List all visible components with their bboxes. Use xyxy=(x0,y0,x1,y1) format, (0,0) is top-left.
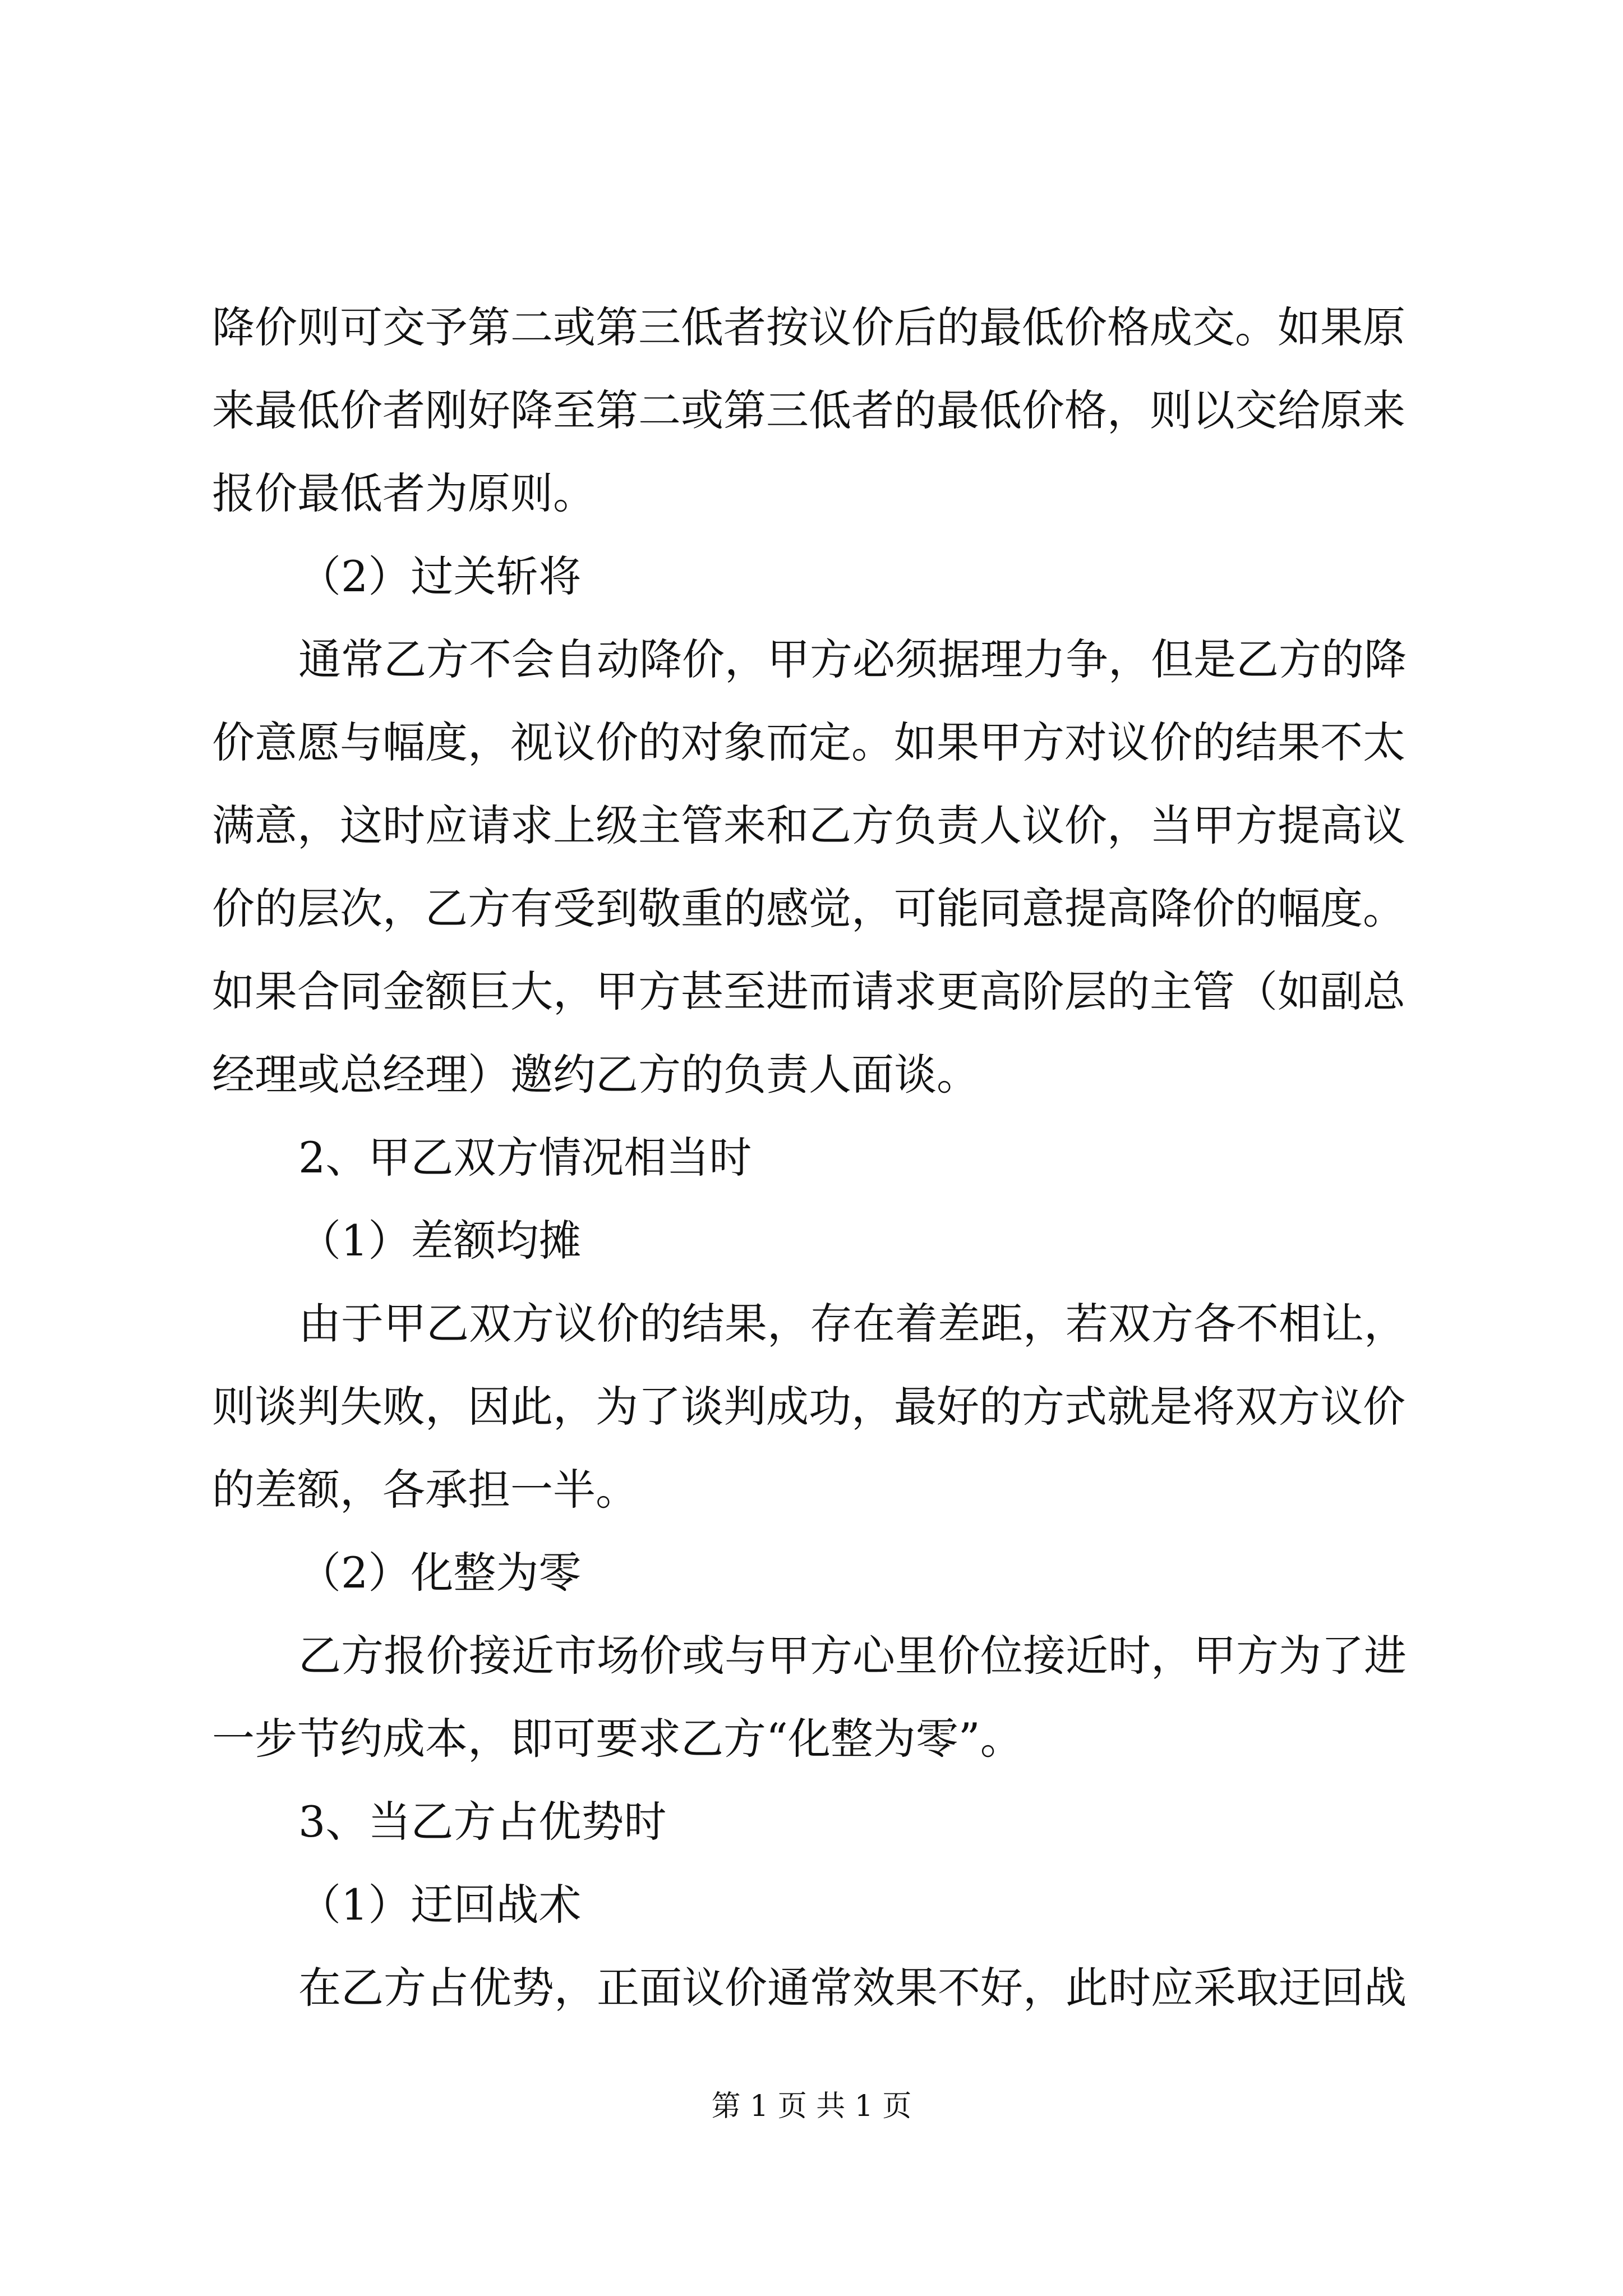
text-line: 降价则可交予第二或第三低者按议价后的最低价格成交。如果原 xyxy=(212,302,1405,352)
text-line: 乙方报价接近市场价或与甲方心里价位接近时，甲方为了进 xyxy=(298,1631,1407,1681)
text-line: 价的层次，乙方有受到敬重的感觉，可能同意提高降价的幅度。 xyxy=(212,884,1405,933)
text-line: 通常乙方不会自动降价，甲方必须据理力争，但是乙方的降 xyxy=(298,634,1407,684)
text-line: 3、当乙方占优势时 xyxy=(298,1797,667,1847)
text-line: 一步节约成本，即可要求乙方“化整为零”。 xyxy=(212,1714,1023,1764)
text-line: （2）化整为零 xyxy=(298,1548,582,1598)
page-footer: 第 1 页 共 1 页 xyxy=(711,2090,912,2123)
subheading xyxy=(212,1199,1423,1282)
text-line: （1）差额均摊 xyxy=(298,1216,582,1266)
text-line: 则谈判失败，因此，为了谈判成功，最好的方式就是将双方议价 xyxy=(212,1382,1405,1432)
text-line: 经理或总经理）邀约乙方的负责人面谈。 xyxy=(212,1050,979,1099)
paragraph xyxy=(212,1614,1423,1780)
text-line: （1）迂回战术 xyxy=(298,1880,582,1930)
subheading xyxy=(212,535,1423,618)
paragraph xyxy=(212,1947,1423,2030)
document-body xyxy=(212,286,1423,2030)
text-line: 2、甲乙双方情况相当时 xyxy=(298,1133,752,1182)
section-heading xyxy=(212,1116,1423,1199)
text-line: 满意，这时应请求上级主管来和乙方负责人议价，当甲方提高议 xyxy=(212,800,1405,850)
text-line: 由于甲乙双方议价的结果，存在着差距，若双方各不相让， xyxy=(298,1299,1407,1349)
section-heading xyxy=(212,1780,1423,1864)
text-line: 如果合同金额巨大，甲方甚至进而请求更高阶层的主管（如副总 xyxy=(212,967,1405,1016)
text-line: 报价最低者为原则。 xyxy=(212,468,596,518)
paragraph xyxy=(212,1282,1423,1531)
subheading xyxy=(212,1531,1423,1614)
text-line: 在乙方占优势，正面议价通常效果不好，此时应采取迂回战 xyxy=(298,1963,1407,2013)
text-line: 的差额，各承担一半。 xyxy=(212,1465,638,1515)
text-line: 来最低价者刚好降至第二或第三低者的最低价格，则以交给原来 xyxy=(212,385,1405,435)
subheading xyxy=(212,1864,1423,1947)
paragraph xyxy=(212,286,1423,535)
paragraph xyxy=(212,618,1423,1116)
text-line: （2）过关斩将 xyxy=(298,551,582,601)
text-line: 价意愿与幅度，视议价的对象而定。如果甲方对议价的结果不太 xyxy=(212,717,1405,767)
